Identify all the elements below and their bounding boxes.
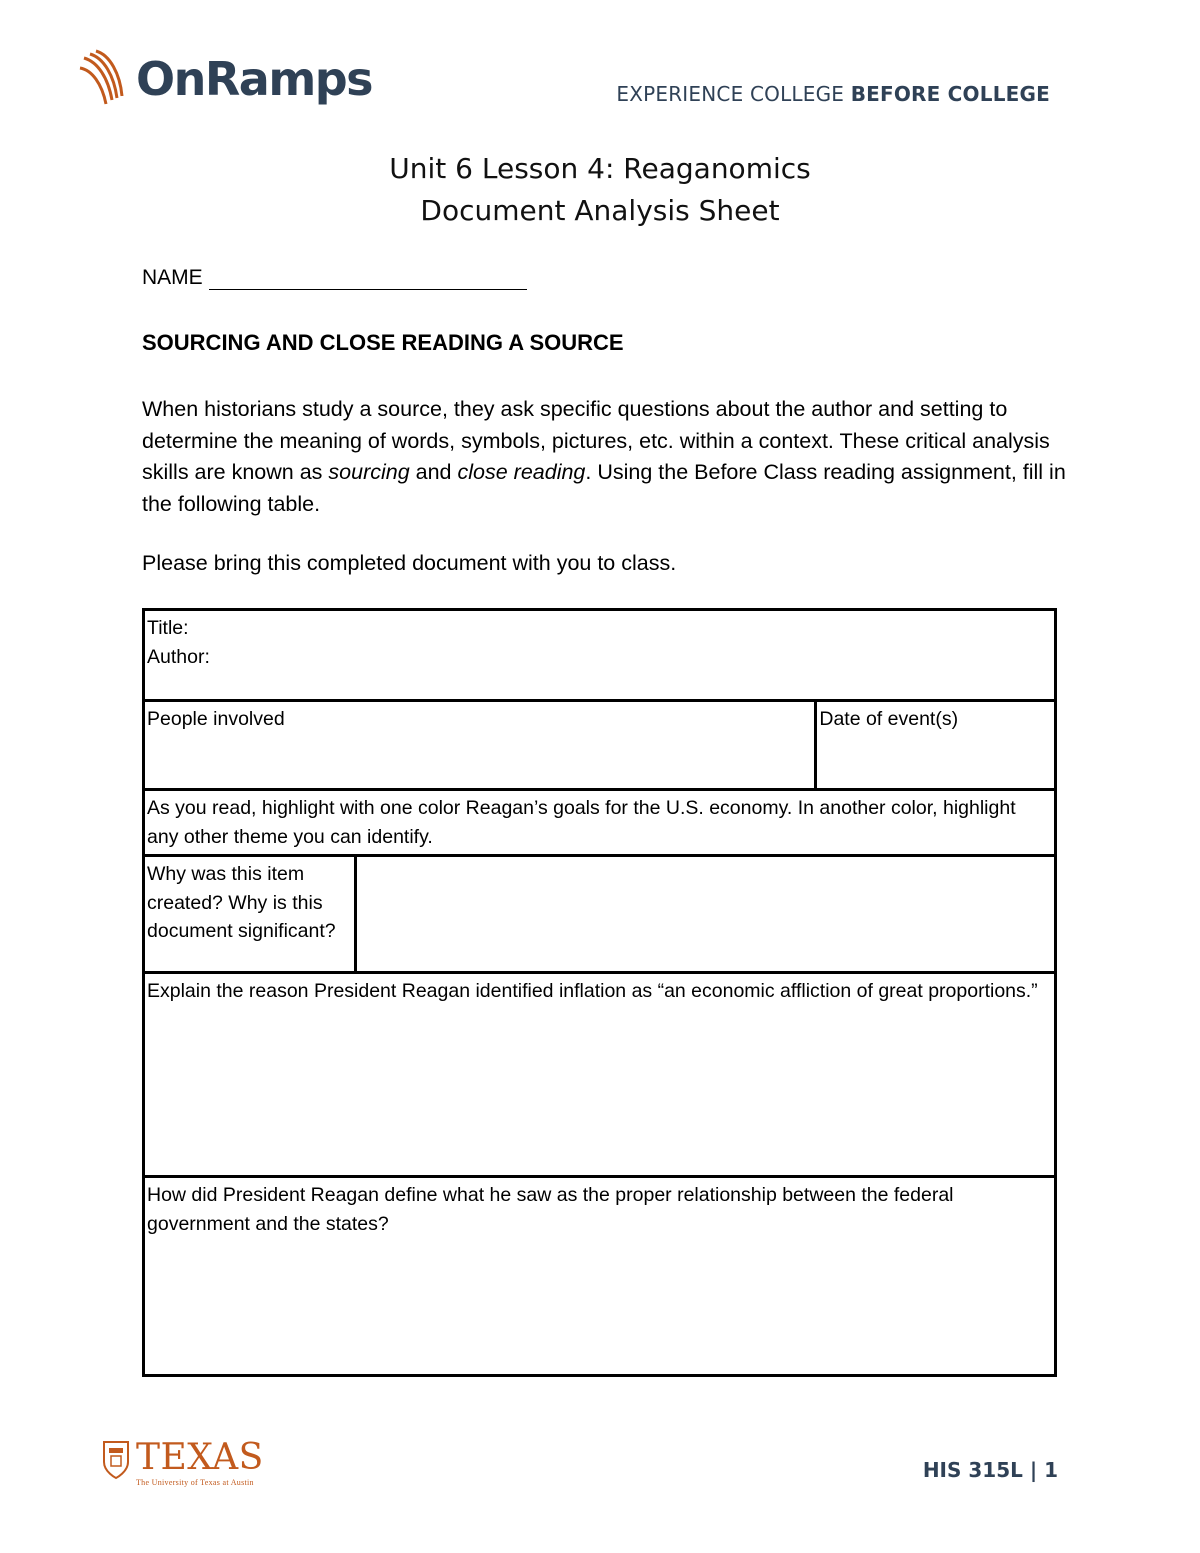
name-field: [142, 266, 527, 290]
table-row: [144, 701, 1056, 790]
why-created-answer-cell[interactable]: [356, 856, 1056, 973]
table-row: [144, 610, 1056, 701]
table-row: [144, 1177, 1056, 1376]
table-row: [144, 790, 1056, 856]
author-label: Author:: [147, 645, 210, 668]
people-involved-cell[interactable]: [144, 701, 816, 790]
title-label: Title:: [147, 617, 189, 639]
logo-wordmark: OnRamps: [136, 52, 373, 106]
why-created-label: Why was this item created? Why is this document significant?: [147, 863, 336, 942]
relationship-question-cell[interactable]: [144, 1177, 1056, 1376]
why-created-cell: [144, 856, 356, 973]
inflation-question: Explain the reason President Reagan identified inflation as “an economic affliction of great proportions.”: [147, 980, 1038, 1002]
people-involved-label: People involved: [147, 708, 285, 730]
highlight-instruction-cell: [144, 790, 1056, 856]
header-tagline: [616, 82, 1050, 106]
table-row: [144, 856, 1056, 973]
document-title: Unit 6 Lesson 4: Reaganomics: [389, 152, 811, 185]
name-label: NAME: [142, 266, 203, 289]
onramps-logo: [78, 48, 372, 110]
analysis-table: [142, 608, 1057, 1377]
relationship-question: How did President Reagan define what he saw as the proper relationship between the federal government and the states?: [147, 1184, 954, 1235]
texas-wordmark: TEXAS: [136, 1437, 264, 1478]
intro-paragraph: [142, 394, 1072, 520]
tagline-regular: EXPERIENCE COLLEGE: [616, 82, 851, 106]
onramps-swoosh-icon: [78, 48, 128, 110]
name-blank-line[interactable]: [209, 271, 527, 290]
term-close-reading: close reading: [457, 460, 586, 484]
texas-logo: [102, 1437, 264, 1487]
intro-and: and: [409, 460, 458, 484]
ut-shield-icon: [102, 1440, 130, 1480]
table-row: [144, 973, 1056, 1177]
texas-subtitle: The University of Texas at Austin: [136, 1478, 254, 1487]
intro-text-1: When historians study a source, they ask specific questions about the author and setting to determine the meaning of words, symbols, pictures, etc. within a context. These critical analysis skills are known as: [142, 397, 1050, 484]
page-number: HIS 315L | 1: [922, 1458, 1058, 1482]
section-heading: SOURCING AND CLOSE READING A SOURCE: [142, 330, 624, 355]
date-of-events-label: Date of event(s): [819, 708, 959, 730]
bring-note: Please bring this completed document with you to class.: [142, 551, 677, 575]
intro-text-2: . Using the Before Class reading assignment, fill in the following table.: [142, 460, 1066, 516]
highlight-instruction: As you read, highlight with one color Reagan’s goals for the U.S. economy. In another color, highlight any other theme you can identify.: [147, 797, 1016, 848]
title-author-cell[interactable]: [144, 610, 1056, 701]
inflation-question-cell[interactable]: [144, 973, 1056, 1177]
term-sourcing: sourcing: [328, 460, 410, 484]
date-of-events-cell[interactable]: [816, 701, 1056, 790]
tagline-bold: BEFORE COLLEGE: [850, 82, 1050, 106]
document-subtitle: Document Analysis Sheet: [420, 194, 780, 227]
